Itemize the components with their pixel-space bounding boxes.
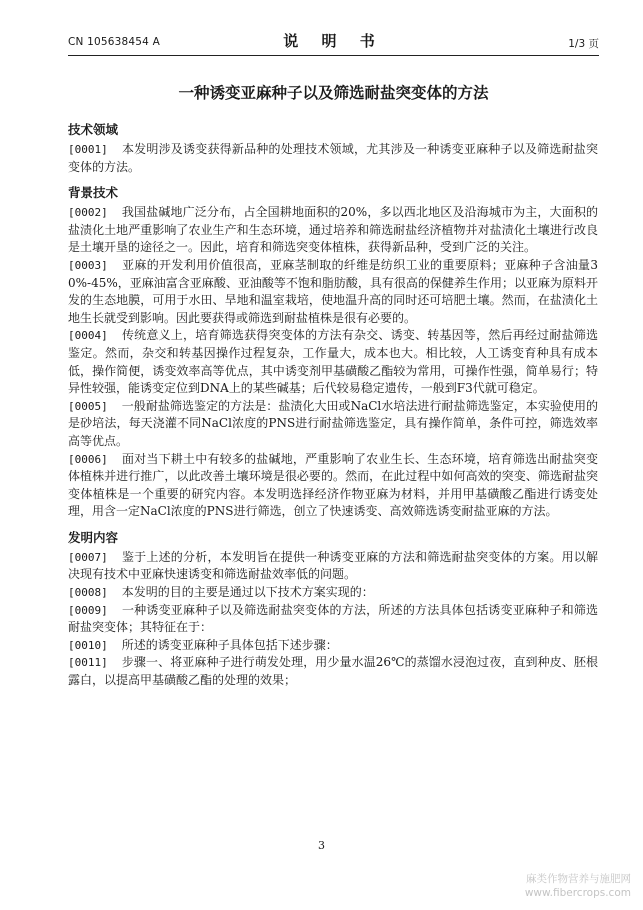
page-header (68, 30, 599, 50)
section (68, 121, 598, 176)
paragraph-text: 我国盐碱地广泛分布，占全国耕地面积的20%，多以西北地区及沿海城市为主，大面积的盐渍化土地严重影响了农业生产和生态环境，通过培养和筛选耐盐经济植物并对盐渍化土壤进行改良是土壤开垦的途径之一。因此，培育和筛选突变体植株，获得新品种，受到广泛的关注。 (68, 205, 598, 255)
paragraph-number: [0004] (68, 329, 108, 343)
section-heading: 技术领域 (68, 122, 119, 137)
paragraph-number: [0006] (68, 452, 108, 466)
document-type-label: 说 明 书 (283, 32, 384, 50)
paragraph-text: 鉴于上述的分析，本发明旨在提供一种诱变亚麻的方法和筛选耐盐突变体的方案。用以解决现有技术中亚麻快速诱变和筛选耐盐效率低的问题。 (68, 549, 598, 582)
header-rule (68, 55, 599, 56)
paragraph-text: 传统意义上，培育筛选获得突变体的方法有杂交、诱变、转基因等，然后再经过耐盐筛选鉴定。然而，杂交和转基因操作过程复杂，工作量大，成本也大。相比较，人工诱变育种具有成本低，操作简便，诱变效率高等优点，其中诱变剂甲基磺酸乙酯较为常用，可操作性强，简单易行；特异性较强，能诱变定位到DNA上的某些碱基；后代较易稳定遗传，一般到F3代就可稳定。 (68, 328, 598, 396)
section-heading: 发明内容 (68, 529, 119, 545)
paragraph (68, 654, 598, 689)
page-of-indicator: 1/3 页 (568, 38, 599, 50)
paragraph-number: [0001] (68, 143, 108, 156)
paragraph (68, 257, 598, 327)
section-heading: 背景技术 (68, 185, 119, 201)
paragraph-text: 一种诱变亚麻种子以及筛选耐盐突变体的方法，所述的方法具体包括诱变亚麻种子和筛选耐盐突变体；其特征在于： (68, 602, 598, 635)
paragraph (68, 204, 598, 257)
watermark-line-1: 麻类作物营养与施肥网 (526, 873, 631, 885)
paragraph-text: 本发明的目的主要是通过以下技术方案实现的： (121, 585, 374, 600)
paragraph (68, 451, 598, 521)
paragraph-number: [0008] (68, 586, 108, 600)
paragraph-text: 本发明涉及诱变获得新品种的处理技术领域，尤其涉及一种诱变亚麻种子以及筛选耐盐突变体的方法。 (68, 142, 598, 174)
paragraph-text: 面对当下耕土中有较多的盐碱地，严重影响了农业生长、生态环境，培育筛选出耐盐突变体植株并进行推广，以此改善土壤环境是很必要的。然而，在此过程中如何高效的突变、筛选耐盐突变体植株是一个重要的研究内容。本发明选择经济作物亚麻为材料，并用甲基磺酸乙酯进行诱变处理，用含一定NaCl浓度的PNS进行筛选，创立了快速诱变、高效筛选诱变耐盐亚麻的方法。 (68, 451, 598, 519)
paragraph (68, 141, 598, 176)
paragraph-number: [0009] (68, 603, 108, 617)
paragraph (68, 327, 598, 397)
paragraph-number: [0002] (68, 206, 108, 220)
document-body (68, 121, 598, 690)
page-number: 3 (318, 839, 325, 852)
paragraph (68, 602, 598, 637)
paragraph-number: [0010] (68, 638, 108, 652)
paragraph-text: 步骤一、将亚麻种子进行萌发处理，用少量水温26℃的蒸馏水浸泡过夜，直到种皮、胚根露白，以提高甲基磺酸乙酯的处理的效果； (68, 655, 598, 688)
paragraph-text: 亚麻的开发利用价值很高，亚麻茎制取的纤维是纺织工业的重要原料；亚麻种子含油量30%-45%，亚麻油富含亚麻酸、亚油酸等不饱和脂肪酸，具有很高的保健养生作用；以亚麻为原料开发的生态地膜，可用于水田、旱地和温室栽培，使地温升高的同时还可培肥土壤。然而，在盐渍化土地生长就受到影响。因此要获得或筛选到耐盐植株是很有必要的。 (68, 257, 598, 325)
document-title: 一种诱变亚麻种子以及筛选耐盐突变体的方法 (178, 84, 489, 102)
paragraph-number: [0007] (68, 550, 108, 564)
paragraph (68, 398, 598, 451)
paragraph-number: [0011] (68, 656, 108, 670)
section (68, 529, 598, 690)
paragraph-text: 一般耐盐筛选鉴定的方法是：盐渍化大田或NaCl水培法进行耐盐筛选鉴定，本实验使用的是砂培法，每天浇灌不同NaCl浓度的PNS进行耐盐筛选鉴定，具有操作简单，条件可控，筛选效率高等优点。 (68, 398, 598, 448)
watermark (525, 872, 631, 900)
publication-number: CN 105638454 A (68, 36, 160, 48)
paragraph (68, 637, 598, 655)
paragraph (68, 549, 598, 584)
paragraph-number: [0003] (68, 258, 108, 272)
paragraph-text: 所述的诱变亚麻种子具体包括下述步骤： (121, 637, 338, 652)
paragraph-number: [0005] (68, 399, 108, 413)
paragraph (68, 584, 598, 602)
section (68, 184, 598, 521)
watermark-line-2: www.fibercrops.com (524, 887, 631, 899)
